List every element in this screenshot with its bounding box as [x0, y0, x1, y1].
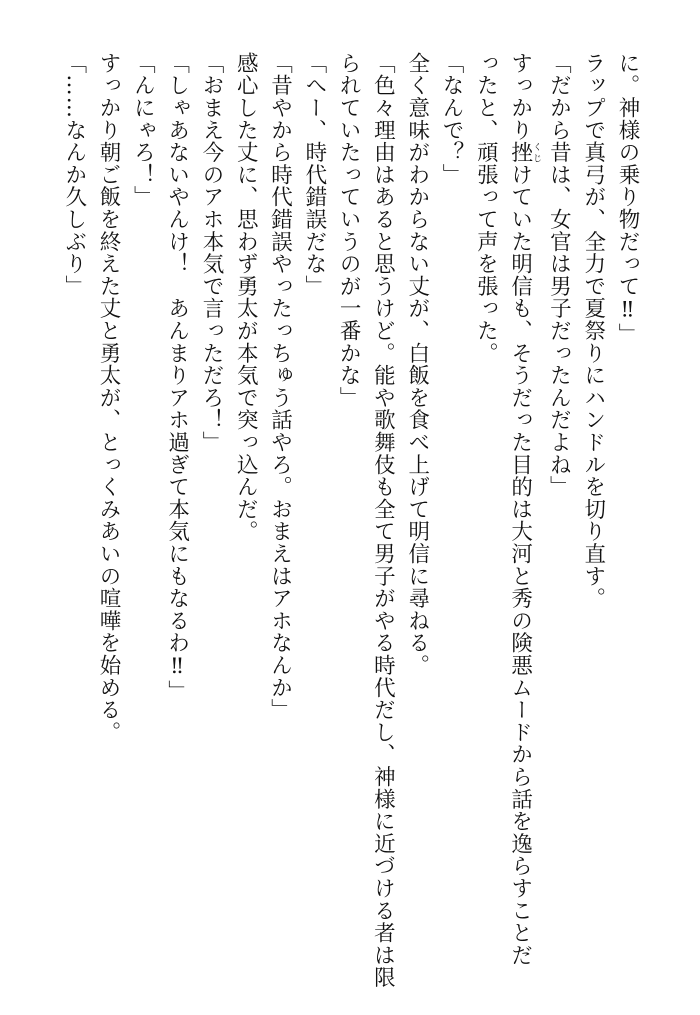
- text-line-12: 感心した丈に、思わず勇太が本気で突っ込んだ。: [233, 52, 259, 543]
- text-line-14: 「しゃあないやんけ！ あんまりアホ過ぎて本気にもなるわ‼」: [164, 52, 190, 703]
- text-line-9: られていたっていうのが一番かな」: [336, 52, 362, 409]
- text-line-4-before: すっかり: [507, 52, 533, 142]
- text-line-13: 「おまえ今のアホ本気で言っただろ！」: [198, 52, 224, 454]
- text-line-3: 「だから昔は、女官は男子だったんだよね」: [546, 52, 572, 498]
- text-line-10: 「へー、時代錯誤だな」: [301, 52, 327, 298]
- text-line-4-after: けていた明信も、そうだった目的は大河と秀の険悪ムードから話を逸らすことだ: [507, 163, 533, 967]
- text-line-4: [502, 52, 541, 982]
- text-line-7: 全く意味がわからない丈が、白飯を食べ上げて明信に尋ねる。: [404, 52, 430, 677]
- text-line-5: ったと、頑張って声を張った。: [473, 52, 499, 365]
- furigana-ruby: [507, 141, 542, 164]
- text-line-2: ラップで真弓が、全力で夏祭りにハンドルを切り直す。: [580, 52, 606, 610]
- text-line-1: に。神様の乗り物だって‼」: [615, 52, 640, 346]
- ruby-base: 挫: [507, 141, 533, 164]
- text-line-17: 「……なんか久しぶり」: [61, 52, 87, 298]
- text-line-8: 「色々理由はあると思うけど。能や歌舞伎も全て男子がやる時代だし、神様に近づける者は限: [370, 52, 396, 989]
- text-line-16: すっかり朝ご飯を終えた丈と勇太が、とっくみあいの喧嘩を始める。: [96, 52, 122, 744]
- text-line-15: 「んにゃろ！」: [130, 52, 156, 209]
- text-line-11: 「昔やから時代錯誤やったっちゅう話やろ。おまえはアホなんか」: [267, 52, 293, 721]
- text-line-6: 「なんで？」: [439, 52, 465, 186]
- vertical-text-body: [56, 52, 644, 989]
- ruby-reading: くじ: [531, 141, 542, 164]
